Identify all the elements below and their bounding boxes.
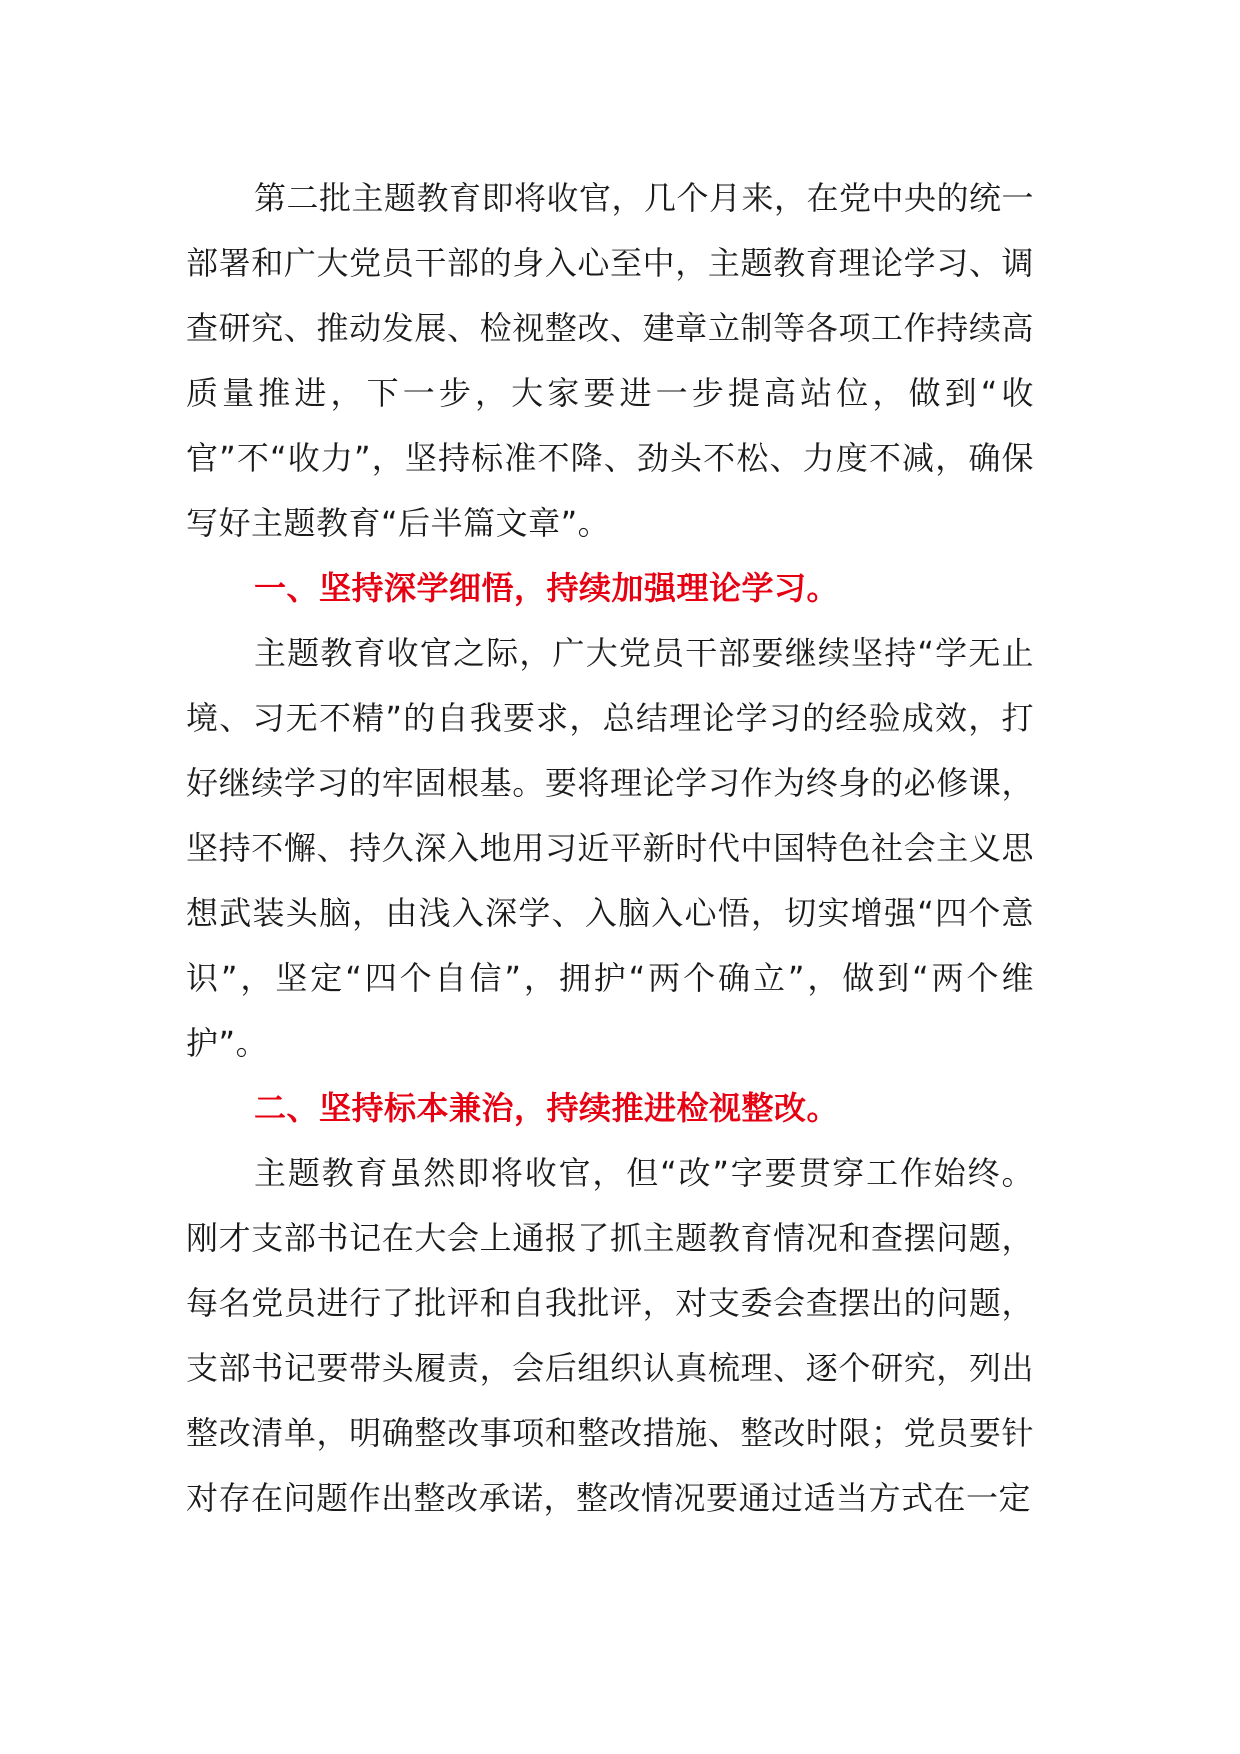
section-heading-1: 一、坚持深学细悟，持续加强理论学习。 <box>254 569 840 607</box>
intro-paragraph: 第二批主题教育即将收官，几个月来，在党中央的统一部署和广大党员干部的身入心至中，主题教育理论学习、调查研究、推动发展、检视整改、建章立制等各项工作持续高质量推进，下一步，大家要进一步提高站位，做到“收官”不“收力”，坚持标准不降、劲头不松、力度不减，确保写好主题教育“后半篇文章”。 <box>186 179 1035 542</box>
document-body <box>186 166 1034 1531</box>
section-1-paragraph: 主题教育收官之际，广大党员干部要继续坚持“学无止境、习无不精”的自我要求，总结理论学习的经验成效，打好继续学习的牢固根基。要将理论学习作为终身的必修课，坚持不懈、持久深入地用习近平新时代中国特色社会主义思想武装头脑，由浅入深学、入脑入心悟，切实增强“四个意识”，坚定“四个自信”，拥护“两个确立”，做到“两个维护”。 <box>186 634 1034 1062</box>
section-2-paragraph: 主题教育虽然即将收官，但“改”字要贯穿工作始终。刚才支部书记在大会上通报了抓主题教育情况和查摆问题，每名党员进行了批评和自我批评，对支委会查摆出的问题，支部书记要带头履责，会后组织认真梳理、逐个研究，列出整改清单，明确整改事项和整改措施、整改时限；党员要针对存在问题作出整改承诺，整改情况要通过适当方式在一定 <box>186 1154 1034 1517</box>
section-heading-2: 二、坚持标本兼治，持续推进检视整改。 <box>254 1089 840 1127</box>
